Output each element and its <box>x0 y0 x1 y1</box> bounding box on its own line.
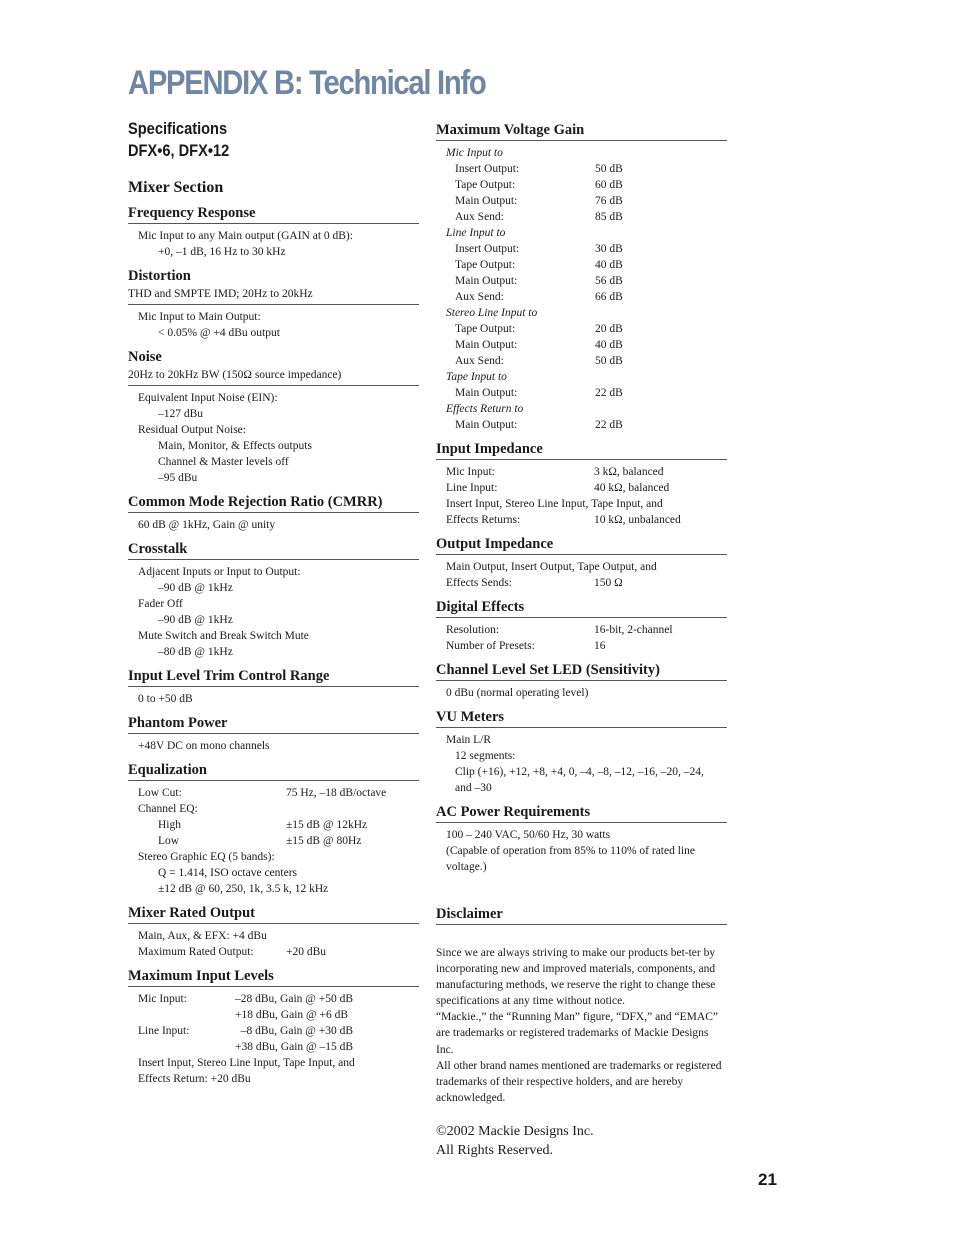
spec-label: 100 – 240 VAC, 50/60 Hz, 30 watts <box>446 829 611 841</box>
spec-value: 40 dB <box>595 339 623 351</box>
specifications-title <box>128 118 378 162</box>
spec-line <box>436 480 727 496</box>
section-heading: Digital Effects <box>436 598 727 618</box>
spec-label: Line Input to <box>446 227 506 239</box>
section-subheading: 20Hz to 20kHz BW (150Ω source impedance) <box>128 367 419 386</box>
spec-line <box>128 881 419 897</box>
spec-label: Low Cut: <box>138 787 182 799</box>
spec-value: 10 kΩ, unbalanced <box>594 514 681 526</box>
spec-line <box>128 517 419 533</box>
spec-label: Tape Output: <box>455 259 516 271</box>
spec-line <box>436 638 727 654</box>
spec-line <box>436 843 727 859</box>
spec-line <box>436 559 727 575</box>
spec-label: ±12 dB @ 60, 250, 1k, 3.5 k, 12 kHz <box>158 883 329 895</box>
spec-label: Effects Returns: <box>446 514 521 526</box>
spec-value: 75 Hz, –18 dB/octave <box>286 787 387 799</box>
spec-line <box>436 305 727 321</box>
spec-section <box>436 708 727 800</box>
copyright-line: All Rights Reserved. <box>436 1142 554 1158</box>
disclaimer-paragraph: All other brand names mentioned are trademarks or registered trademarks of their respective holders, and are hereby acknowledged. <box>436 1059 722 1104</box>
spec-label: Effects Return to <box>446 403 524 415</box>
spec-line <box>436 827 727 843</box>
spec-line <box>128 325 419 341</box>
spec-line <box>128 406 419 422</box>
spec-label: Mic Input: <box>446 466 495 478</box>
spec-label: –127 dBu <box>158 408 204 420</box>
spec-line <box>128 991 419 1007</box>
spec-line <box>436 575 727 591</box>
spec-value: 3 kΩ, balanced <box>594 466 664 478</box>
spec-value: 16-bit, 2-channel <box>594 624 673 636</box>
disclaimer-paragraph: Since we are always striving to make our products bet-ter by incorporating new and improved materials, components, and manufacturing methods, we reserve the right to change these specifications at any time without notice. <box>436 947 716 1008</box>
spec-label: Channel EQ: <box>138 803 198 815</box>
spec-label: Line Input: <box>138 1025 190 1037</box>
spec-value: 50 dB <box>595 163 623 175</box>
page-number: 21 <box>758 1170 777 1189</box>
spec-label: Q = 1.414, ISO octave centers <box>158 867 298 879</box>
spec-line <box>436 193 727 209</box>
spec-section <box>128 904 419 964</box>
spec-label: Maximum Rated Output: <box>138 946 254 958</box>
spec-label: voltage.) <box>446 861 487 873</box>
section-heading: Maximum Voltage Gain <box>436 121 727 141</box>
page-title: APPENDIX B: Technical Info <box>128 64 486 102</box>
spec-line <box>128 1039 419 1055</box>
section-body <box>128 224 419 264</box>
spec-value: 22 dB <box>595 419 623 431</box>
spec-line <box>436 764 727 780</box>
section-body <box>128 513 419 537</box>
spec-line <box>436 337 727 353</box>
spec-line <box>436 496 727 512</box>
spec-label: Insert Input, Stereo Line Input, Tape Input, and <box>446 498 663 510</box>
spec-line <box>436 464 727 480</box>
spec-label: Main Output: <box>455 387 518 399</box>
spec-label: (Capable of operation from 85% to 110% of rated line <box>446 845 695 857</box>
left-column <box>128 118 419 1091</box>
copyright-line: ©2002 Mackie Designs Inc. <box>436 1123 594 1139</box>
spec-label: Tape Output: <box>455 179 516 191</box>
spec-line <box>128 865 419 881</box>
spec-label: Main, Monitor, & Effects outputs <box>158 440 312 452</box>
section-body <box>128 687 419 711</box>
disclaimer-body <box>436 945 727 1106</box>
spec-section <box>128 761 419 901</box>
section-heading: Channel Level Set LED (Sensitivity) <box>436 661 727 681</box>
spec-section <box>436 598 727 658</box>
spec-label: Main Output: <box>455 419 518 431</box>
spec-section <box>128 204 419 264</box>
spec-section <box>436 440 727 532</box>
section-heading: Output Impedance <box>436 535 727 555</box>
right-sections <box>436 121 727 879</box>
section-heading: Phantom Power <box>128 714 419 734</box>
spec-label: –90 dB @ 1kHz <box>158 614 233 626</box>
spec-section <box>128 667 419 711</box>
spec-label: –95 dBu <box>158 472 198 484</box>
spec-line <box>128 1071 419 1087</box>
spec-label: < 0.05% @ +4 dBu output <box>158 327 280 339</box>
section-heading: Common Mode Rejection Ratio (CMRR) <box>128 493 419 513</box>
spec-label: Main Output: <box>455 339 518 351</box>
spec-line <box>128 564 419 580</box>
spec-label: Resolution: <box>446 624 500 636</box>
spec-section <box>436 121 727 437</box>
spec-section <box>128 348 419 490</box>
copyright <box>436 1122 727 1160</box>
section-heading: Input Impedance <box>436 440 727 460</box>
spec-label: Mic Input to <box>446 147 503 159</box>
spec-label: Stereo Graphic EQ (5 bands): <box>138 851 275 863</box>
spec-line <box>128 801 419 817</box>
spec-line <box>128 944 419 960</box>
spec-line <box>436 225 727 241</box>
spec-label: 12 segments: <box>455 750 516 762</box>
spec-label: 0 to +50 dB <box>138 693 193 705</box>
section-heading: AC Power Requirements <box>436 803 727 823</box>
spec-line <box>128 644 419 660</box>
spec-label: Main L/R <box>446 734 492 746</box>
disclaimer-heading: Disclaimer <box>436 905 727 925</box>
spec-title-line: Specifications <box>128 119 228 138</box>
section-body <box>128 734 419 758</box>
spec-label: Insert Input, Stereo Line Input, Tape Input, and <box>138 1057 355 1069</box>
section-body <box>128 305 419 345</box>
spec-value: +20 dBu <box>286 946 327 958</box>
spec-line <box>128 309 419 325</box>
section-heading: Mixer Rated Output <box>128 904 419 924</box>
spec-value: –28 dBu, Gain @ +50 dB <box>235 993 354 1005</box>
section-heading: VU Meters <box>436 708 727 728</box>
spec-value: 50 dB <box>595 355 623 367</box>
spec-label: Stereo Line Input to <box>446 307 538 319</box>
spec-value: 16 <box>594 640 606 652</box>
spec-label: –80 dB @ 1kHz <box>158 646 233 658</box>
section-body <box>436 141 727 437</box>
spec-section <box>128 267 419 345</box>
section-body <box>436 618 727 658</box>
spec-label: Line Input: <box>446 482 498 494</box>
spec-label: Aux Send: <box>455 211 504 223</box>
spec-line <box>128 244 419 260</box>
spec-line <box>128 390 419 406</box>
spec-line <box>128 691 419 707</box>
spec-label <box>138 1007 235 1023</box>
spec-line <box>128 785 419 801</box>
spec-section <box>436 661 727 705</box>
spec-line <box>128 1007 419 1023</box>
section-body <box>436 728 727 800</box>
spec-label: Mic Input to any Main output (GAIN at 0 dB): <box>138 230 353 242</box>
spec-label: Mic Input to Main Output: <box>138 311 261 323</box>
spec-label: Insert Output: <box>455 163 520 175</box>
spec-value: ±15 dB @ 12kHz <box>286 819 368 831</box>
spec-line <box>436 780 727 796</box>
spec-label: Clip (+16), +12, +8, +4, 0, –4, –8, –12, –16, –20, –24, <box>455 766 704 778</box>
spec-label: Main Output, Insert Output, Tape Output, and <box>446 561 657 573</box>
spec-label: Adjacent Inputs or Input to Output: <box>138 566 301 578</box>
spec-line <box>436 369 727 385</box>
section-body <box>128 924 419 964</box>
section-heading: Maximum Input Levels <box>128 967 419 987</box>
spec-label: Main, Aux, & EFX: +4 dBu <box>138 930 267 942</box>
spec-line <box>436 859 727 875</box>
spec-line <box>436 257 727 273</box>
section-heading: Noise <box>128 349 162 365</box>
spec-section <box>436 803 727 879</box>
spec-value: +18 dBu, Gain @ +6 dB <box>235 1009 349 1021</box>
spec-label: Effects Return: +20 dBu <box>138 1073 251 1085</box>
spec-value: 150 Ω <box>594 577 623 589</box>
spec-value: +38 dBu, Gain @ –15 dB <box>235 1041 354 1053</box>
spec-line <box>128 833 419 849</box>
spec-section <box>436 535 727 595</box>
spec-line <box>128 928 419 944</box>
spec-value: 85 dB <box>595 211 623 223</box>
spec-value: 60 dB <box>595 179 623 191</box>
spec-line <box>128 738 419 754</box>
section-heading: Distortion <box>128 268 191 284</box>
spec-line <box>128 596 419 612</box>
spec-line <box>436 273 727 289</box>
section-heading: Equalization <box>128 761 419 781</box>
spec-label: Main Output: <box>455 195 518 207</box>
spec-line <box>128 817 419 833</box>
spec-label: Main Output: <box>455 275 518 287</box>
right-column <box>436 118 727 1160</box>
section-body <box>128 560 419 664</box>
spec-line <box>436 732 727 748</box>
spec-section <box>128 540 419 664</box>
section-body <box>436 823 727 879</box>
spec-value: 20 dB <box>595 323 623 335</box>
section-subheading: THD and SMPTE IMD; 20Hz to 20kHz <box>128 286 419 305</box>
spec-label: +0, –1 dB, 16 Hz to 30 kHz <box>158 246 286 258</box>
spec-value: 30 dB <box>595 243 623 255</box>
spec-value: 66 dB <box>595 291 623 303</box>
spec-line <box>436 177 727 193</box>
section-heading: Crosstalk <box>128 540 419 560</box>
spec-label: Mic Input: <box>138 993 187 1005</box>
section-body <box>128 386 419 490</box>
spec-line <box>128 612 419 628</box>
spec-label: Residual Output Noise: <box>138 424 246 436</box>
spec-label: Tape Output: <box>455 323 516 335</box>
spec-line <box>436 622 727 638</box>
spec-label: Fader Off <box>138 598 183 610</box>
spec-value: ±15 dB @ 80Hz <box>286 835 362 847</box>
spec-line <box>436 401 727 417</box>
spec-value: 40 kΩ, balanced <box>594 482 670 494</box>
spec-line <box>128 438 419 454</box>
spec-line <box>436 353 727 369</box>
spec-line <box>128 454 419 470</box>
spec-line <box>128 228 419 244</box>
spec-label: Effects Sends: <box>446 577 512 589</box>
spec-line <box>436 685 727 701</box>
spec-section <box>128 493 419 537</box>
spec-value: 40 dB <box>595 259 623 271</box>
section-body <box>128 987 419 1091</box>
spec-label: High <box>158 819 181 831</box>
spec-value: –8 dBu, Gain @ +30 dB <box>235 1025 354 1037</box>
spec-line <box>436 321 727 337</box>
spec-label: and –30 <box>455 782 492 794</box>
spec-line <box>436 512 727 528</box>
spec-label: Aux Send: <box>455 291 504 303</box>
spec-section <box>128 714 419 758</box>
section-heading: Frequency Response <box>128 204 419 224</box>
spec-line <box>436 417 727 433</box>
spec-label: Equivalent Input Noise (EIN): <box>138 392 278 404</box>
spec-label: 0 dBu (normal operating level) <box>446 687 589 699</box>
spec-line <box>436 289 727 305</box>
spec-line <box>128 849 419 865</box>
spec-model-line: DFX•6, DFX•12 <box>128 141 230 160</box>
spec-label: +48V DC on mono channels <box>138 740 270 752</box>
spec-line <box>128 470 419 486</box>
spec-value: 76 dB <box>595 195 623 207</box>
left-sections <box>128 204 419 1091</box>
spec-line <box>436 145 727 161</box>
spec-line <box>436 241 727 257</box>
section-body <box>436 460 727 532</box>
spec-line <box>128 628 419 644</box>
spec-line <box>128 1023 419 1039</box>
spec-line <box>436 748 727 764</box>
spec-label <box>138 1039 235 1055</box>
section-heading: Input Level Trim Control Range <box>128 667 419 687</box>
spec-line <box>436 209 727 225</box>
spec-line <box>128 1055 419 1071</box>
spec-label: Insert Output: <box>455 243 520 255</box>
spec-value: 56 dB <box>595 275 623 287</box>
section-body <box>128 781 419 901</box>
section-body <box>436 555 727 595</box>
spec-value: 22 dB <box>595 387 623 399</box>
spec-line <box>436 161 727 177</box>
spec-label: Tape Input to <box>446 371 507 383</box>
spec-line <box>128 580 419 596</box>
spec-label: Aux Send: <box>455 355 504 367</box>
spec-label: Low <box>158 835 180 847</box>
section-body <box>436 681 727 705</box>
spec-label: Number of Presets: <box>446 640 535 652</box>
disclaimer-paragraph: “Mackie.,” the “Running Man” figure, “DFX,” and “EMAC” are trademarks or registered trademarks of Mackie Designs Inc. <box>436 1011 718 1056</box>
spec-label: –90 dB @ 1kHz <box>158 582 233 594</box>
spec-line <box>128 422 419 438</box>
spec-section <box>128 967 419 1091</box>
spec-label: 60 dB @ 1kHz, Gain @ unity <box>138 519 276 531</box>
spec-label: Mute Switch and Break Switch Mute <box>138 630 309 642</box>
spec-label: Channel & Master levels off <box>158 456 289 468</box>
spec-line <box>436 385 727 401</box>
mixer-section-heading: Mixer Section <box>128 179 224 196</box>
